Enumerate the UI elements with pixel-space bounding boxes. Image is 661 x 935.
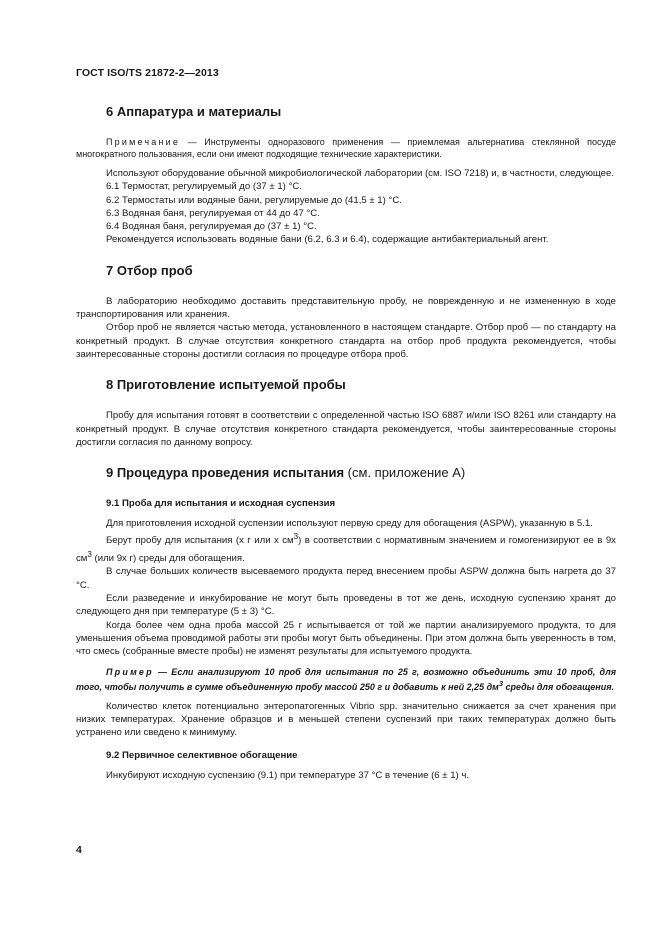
section-9-title [76, 465, 616, 481]
text-run: — Если анализируют 10 проб для испытания по 25 г, возможно объединить эти 10 проб, для того, чтобы получить в сумме объединенную пробу массой 250 г и добавить к ней 2,25 дм [76, 666, 616, 692]
running-header: ГОСТ ISO/TS 21872-2—2013 [76, 67, 219, 79]
text-run: Берут пробу для испытания (x г или x см [106, 535, 294, 547]
example-note [76, 666, 616, 693]
subsection-9-1-paragraph-3: В случае больших количеств высеваемого продукта перед внесением пробы ASPW должна быть нагрета до 37 °С. [76, 566, 616, 591]
section-9-title-suffix: (см. приложение А) [344, 465, 466, 481]
section-8-title: 8 Приготовление испытуемой пробы [106, 377, 346, 393]
text-run: среды для обогащения. [503, 681, 615, 692]
section-9-title-main: 9 Процедура проведения испытания [106, 465, 345, 481]
superscript: 3 [87, 549, 92, 559]
note-label: Примечание [106, 137, 181, 147]
subsection-9-1-title: 9.1 Проба для испытания и исходная суспензия [106, 498, 336, 510]
subsection-9-1-paragraph-1: Для приготовления исходной суспензии используют первую среду для обогащения (ASPW), указанную в 5.1. [106, 518, 593, 530]
superscript: 3 [293, 532, 299, 542]
section-6-intro: Используют оборудование обычной микробиологической лаборатории (см. ISO 7218) и, в частности, следующее. [106, 168, 615, 179]
section-6-recommendation: Рекомендуется использовать водяные бани (6.2, 6.3 и 6.4), содержащие антибактериальный агент. [106, 234, 549, 246]
section-7-title: 7 Отбор проб [106, 262, 193, 278]
item-6-1: 6.1 Термостат, регулируемый до (37 ± 1) °С. [106, 181, 302, 193]
section-7-paragraph-2: Отбор проб не является частью метода, установленного в настоящем стандарте. Отбор проб — по стандарту на конкретный продукт. В случае отсутствия конкретного стандарта на отбор проб продукта рекомендуется, чтобы заинтересованные стороны достигли согласия по процедуре отбора проб. [76, 322, 616, 360]
section-6-title: 6 Аппаратура и материалы [106, 104, 282, 119]
section-8-paragraph-1: Пробу для испытания готовят в соответствии с определенной частью ISO 6887 и/или ISO 8261 или стандарту на конкретный продукт. В случае отсутствия конкретного стандарта рекомендуется, чтобы заинтересованные стороны достигли согласия по данному вопросу. [76, 410, 616, 448]
section-6-note [76, 136, 616, 160]
subsection-9-1-paragraph-4: Если разведение и инкубирование не могут быть проведены в тот же день, исходную суспензию хранят до следующего дня при температуре (5 ± 3) °С. [76, 593, 616, 618]
section-7-paragraph-1: В лабораторию необходимо доставить представительную пробу, не поврежденную и не измененную в ходе транспортирования или хранения. [76, 295, 616, 321]
text-run: ) в соответствии с нормативным значением и гомогенизируют ее в 9x см [76, 535, 616, 565]
text-run: (или 9x г) среды для обогащения. [91, 553, 245, 565]
subsection-9-1-paragraph-2 [76, 530, 616, 565]
subsection-9-2-title: 9.2 Первичное селективное обогащение [106, 750, 298, 762]
example-label: Пример [106, 666, 154, 677]
page-content [76, 104, 616, 783]
note-text: — Инструменты одноразового применения — приемлемая альтернатива стеклянной посуде многократного пользования, если они имеют подходящие технические характеристики. [76, 137, 616, 159]
subsection-9-1-paragraph-6: Количество клеток потенциально энтеропатогенных Vibrio spp. значительно снижается за счет хранения при низких температурах. Хранение образцов и в меньшей степени суспензий при таких температурах должно быть устранено или сведено к минимуму. [76, 700, 616, 739]
item-6-4: 6.4 Водяная баня, регулируемая до (37 ± 1) °С. [106, 221, 317, 233]
item-6-3: 6.3 Водяная баня, регулируемая от 44 до 47 °С. [106, 207, 320, 219]
subsection-9-2-paragraph-1: Инкубируют исходную суспензию (9.1) при температуре 37 °С в течение (6 ± 1) ч. [106, 770, 470, 782]
page-number: 4 [76, 844, 82, 856]
superscript: 3 [498, 678, 503, 688]
item-6-2: 6.2 Термостаты или водяные бани, регулируемые до (41,5 ± 1) °С. [106, 194, 402, 206]
subsection-9-1-paragraph-5: Когда более чем одна проба массой 25 г испытывается от той же партии анализируемого продукта, то для уменьшения объема проводимой работы эти пробы могут быть объединены. При этом должна быть уверенность в том, что смесь (собранные вместе пробы) не изменят результаты для испытуемого продукта. [76, 619, 616, 658]
